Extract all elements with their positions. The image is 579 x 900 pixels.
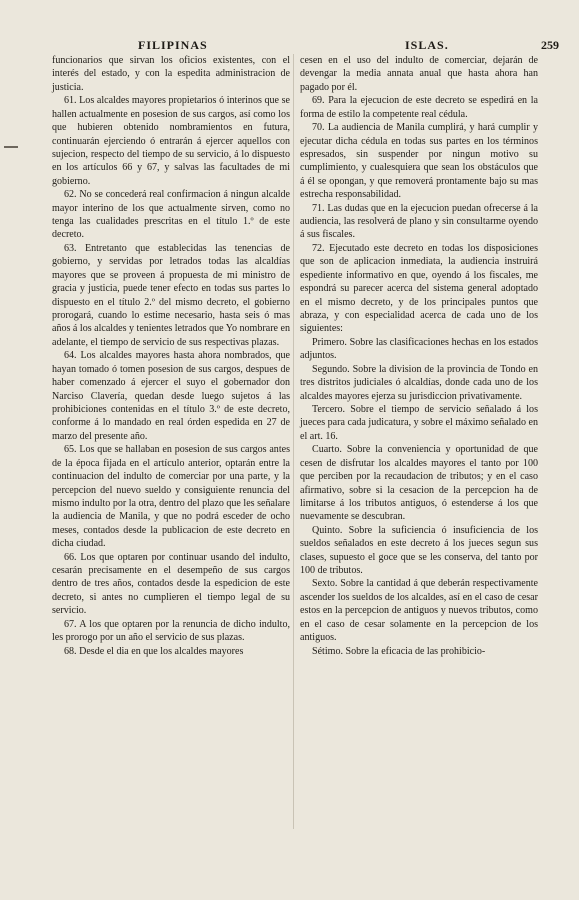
paragraph: 62. No se concederá real confirmacion á ningun alcalde mayor interino de los que actualmente sirven, como no tenga las cualidades prescritas en el título 1.º de este decreto. xyxy=(52,189,290,241)
paragraph: Quinto. Sobre la suficiencia ó insuficiencia de los sueldos señalados en este decreto á los jueces segun sus clases, supuesto el goce que se les conserva, del tanto por 100 de tributos. xyxy=(300,524,538,577)
paragraph: cesen en el uso del indulto de comerciar, dejarán de devengar la media annata anual que hasta ahora han pagado por él. xyxy=(300,55,538,93)
running-head xyxy=(50,38,559,54)
paragraph: Tercero. Sobre el tiempo de servicio señalado á los jueces para cada judicatura, y sobre el máximo señalado en el art. 16. xyxy=(300,403,538,442)
running-head-right: ISLAS. xyxy=(405,38,449,52)
paragraph: 72. Ejecutado este decreto en todas los disposiciones que son de aplicacion inmediata, la audiencia instruirá espediente informativo en que, oyendo á los fiscales, me espondrá su parecer acerca del sistema general adoptado en el mismo decreto, y de los principales puntos que abraza, y con especialidad acerca de cada uno de los siguientes: xyxy=(300,242,538,335)
running-head-left: FILIPINAS xyxy=(138,38,208,52)
paragraph: Cuarto. Sobre la conveniencia y oportunidad de que cesen de disfrutar los alcaldes mayores el tanto por 100 que perciben por la recaudacion de tributos; y en el caso afirmativo, sobre si la cesacion de la percepcion ha de limitarse á los tributos antiguos, ó estenderse á los que nuevamente se descubran. xyxy=(300,444,538,523)
paragraph: 65. Los que se hallaban en posesion de sus cargos antes de la época fijada en el artículo anterior, optarán entre la continuacion del indulto de comerciar por una parte, y la percepcion del nuevo sueldo y consiguiente renuncia del mismo indulto por la otra, dentro del plazo que les señalare la audiencia de Manila, y que no podrá esceder de ocho meses, contados desde la publicacion de este decreto en dicha ciudad. xyxy=(52,444,290,550)
paragraph: 64. Los alcaldes mayores hasta ahora nombrados, que hayan tomado ó tomen posesion de sus cargos, despues de haber comenzado á ejercer el suyo el gobernador don Narciso Clavería, quedan desde luego sujetos á las prohibiciones contenidas en el título 3.º de este decreto, conforme á lo mandado en real órden espedida en 27 de marzo del presente año. xyxy=(52,350,290,442)
paragraph: 71. Las dudas que en la ejecucion puedan ofrecerse á la audiencia, las resolverá de plano y sin consultarme oyendo á sus fiscales. xyxy=(300,202,538,241)
page-number: 259 xyxy=(541,38,559,52)
left-column xyxy=(52,54,290,658)
paragraph: 68. Desde el dia en que los alcaldes mayores xyxy=(64,645,244,657)
paragraph: Sexto. Sobre la cantidad á que deberán respectivamente ascender los sueldos de los alcaldes, así en el caso de cesar estos en la percepcion de antiguos y nuevos tributos, como en el caso de cesar solamente en la percepcion de los antiguos. xyxy=(300,578,538,644)
paragraph: Primero. Sobre las clasificaciones hechas en los estados adjuntos. xyxy=(300,336,538,362)
paragraph: Segundo. Sobre la division de la provincia de Tondo en tres distritos judiciales ó alcaldías, donde cada uno de los alcaldes mayores ejerza su jurisdiccion privativamente. xyxy=(300,363,538,402)
column-divider xyxy=(293,54,294,829)
paragraph: 61. Los alcaldes mayores propietarios ó interinos que se hallen actualmente en posesion de sus cargos, así como los que hubieren obtenido nombramientos en futura, continuarán ejerciendo ó entrarán á ejercer aquellos con sujecion, respecto del tiempo de su servicio, á lo dispuesto en los artículos 66 y 67, y salvas las facultades de mi gobierno. xyxy=(52,95,290,187)
paragraph: 70. La audiencia de Manila cumplirá, y hará cumplir y ejecutar dicha cédula en todas sus partes en los términos espresados, sin suspender por ningun motivo su cumplimiento, y cualesquiera que sean los obstáculos que á él se opongan, y que removerá prontamente bajo su mas estrecha responsabilidad. xyxy=(300,122,538,201)
right-column xyxy=(300,54,538,658)
paragraph: Sétimo. Sobre la eficacia de las prohibicio- xyxy=(312,645,486,657)
paragraph: 66. Los que optaren por continuar usando del indulto, cesarán precisamente en el desempeño de sus cargos dentro de tres años, contados desde la espedicion de este decreto, si antes no cumplieren el tiempo legal de su servicio. xyxy=(52,551,290,617)
paragraph: 67. A los que optaren por la renuncia de dicho indulto, les prorogo por un año el servicio de sus plazas. xyxy=(52,618,290,644)
margin-mark xyxy=(4,146,18,148)
paragraph: funcionarios que sirvan los oficios existentes, con el interés del estado, y con la espedita administracion de justicia. xyxy=(52,55,290,93)
paragraph: 69. Para la ejecucion de este decreto se espedirá en la forma de estilo la competente real cédula. xyxy=(300,95,538,120)
paragraph: 63. Entretanto que establecidas las tenencias de gobierno, y servidas por letrados todas las alcaldías mayores que se proveen á propuesta de mi ministro de gracia y justicia, puede tener efecto en todas sus partes lo dispuesto en el título 2.º del mismo decreto, el gobierno prorogará, cuando lo estime necesario, hasta seis ó mas años á los alcaldes y tenientes letrados que Yo nombrare en adelante, el tiempo de servicio de sus respectivas plazas. xyxy=(52,242,290,348)
